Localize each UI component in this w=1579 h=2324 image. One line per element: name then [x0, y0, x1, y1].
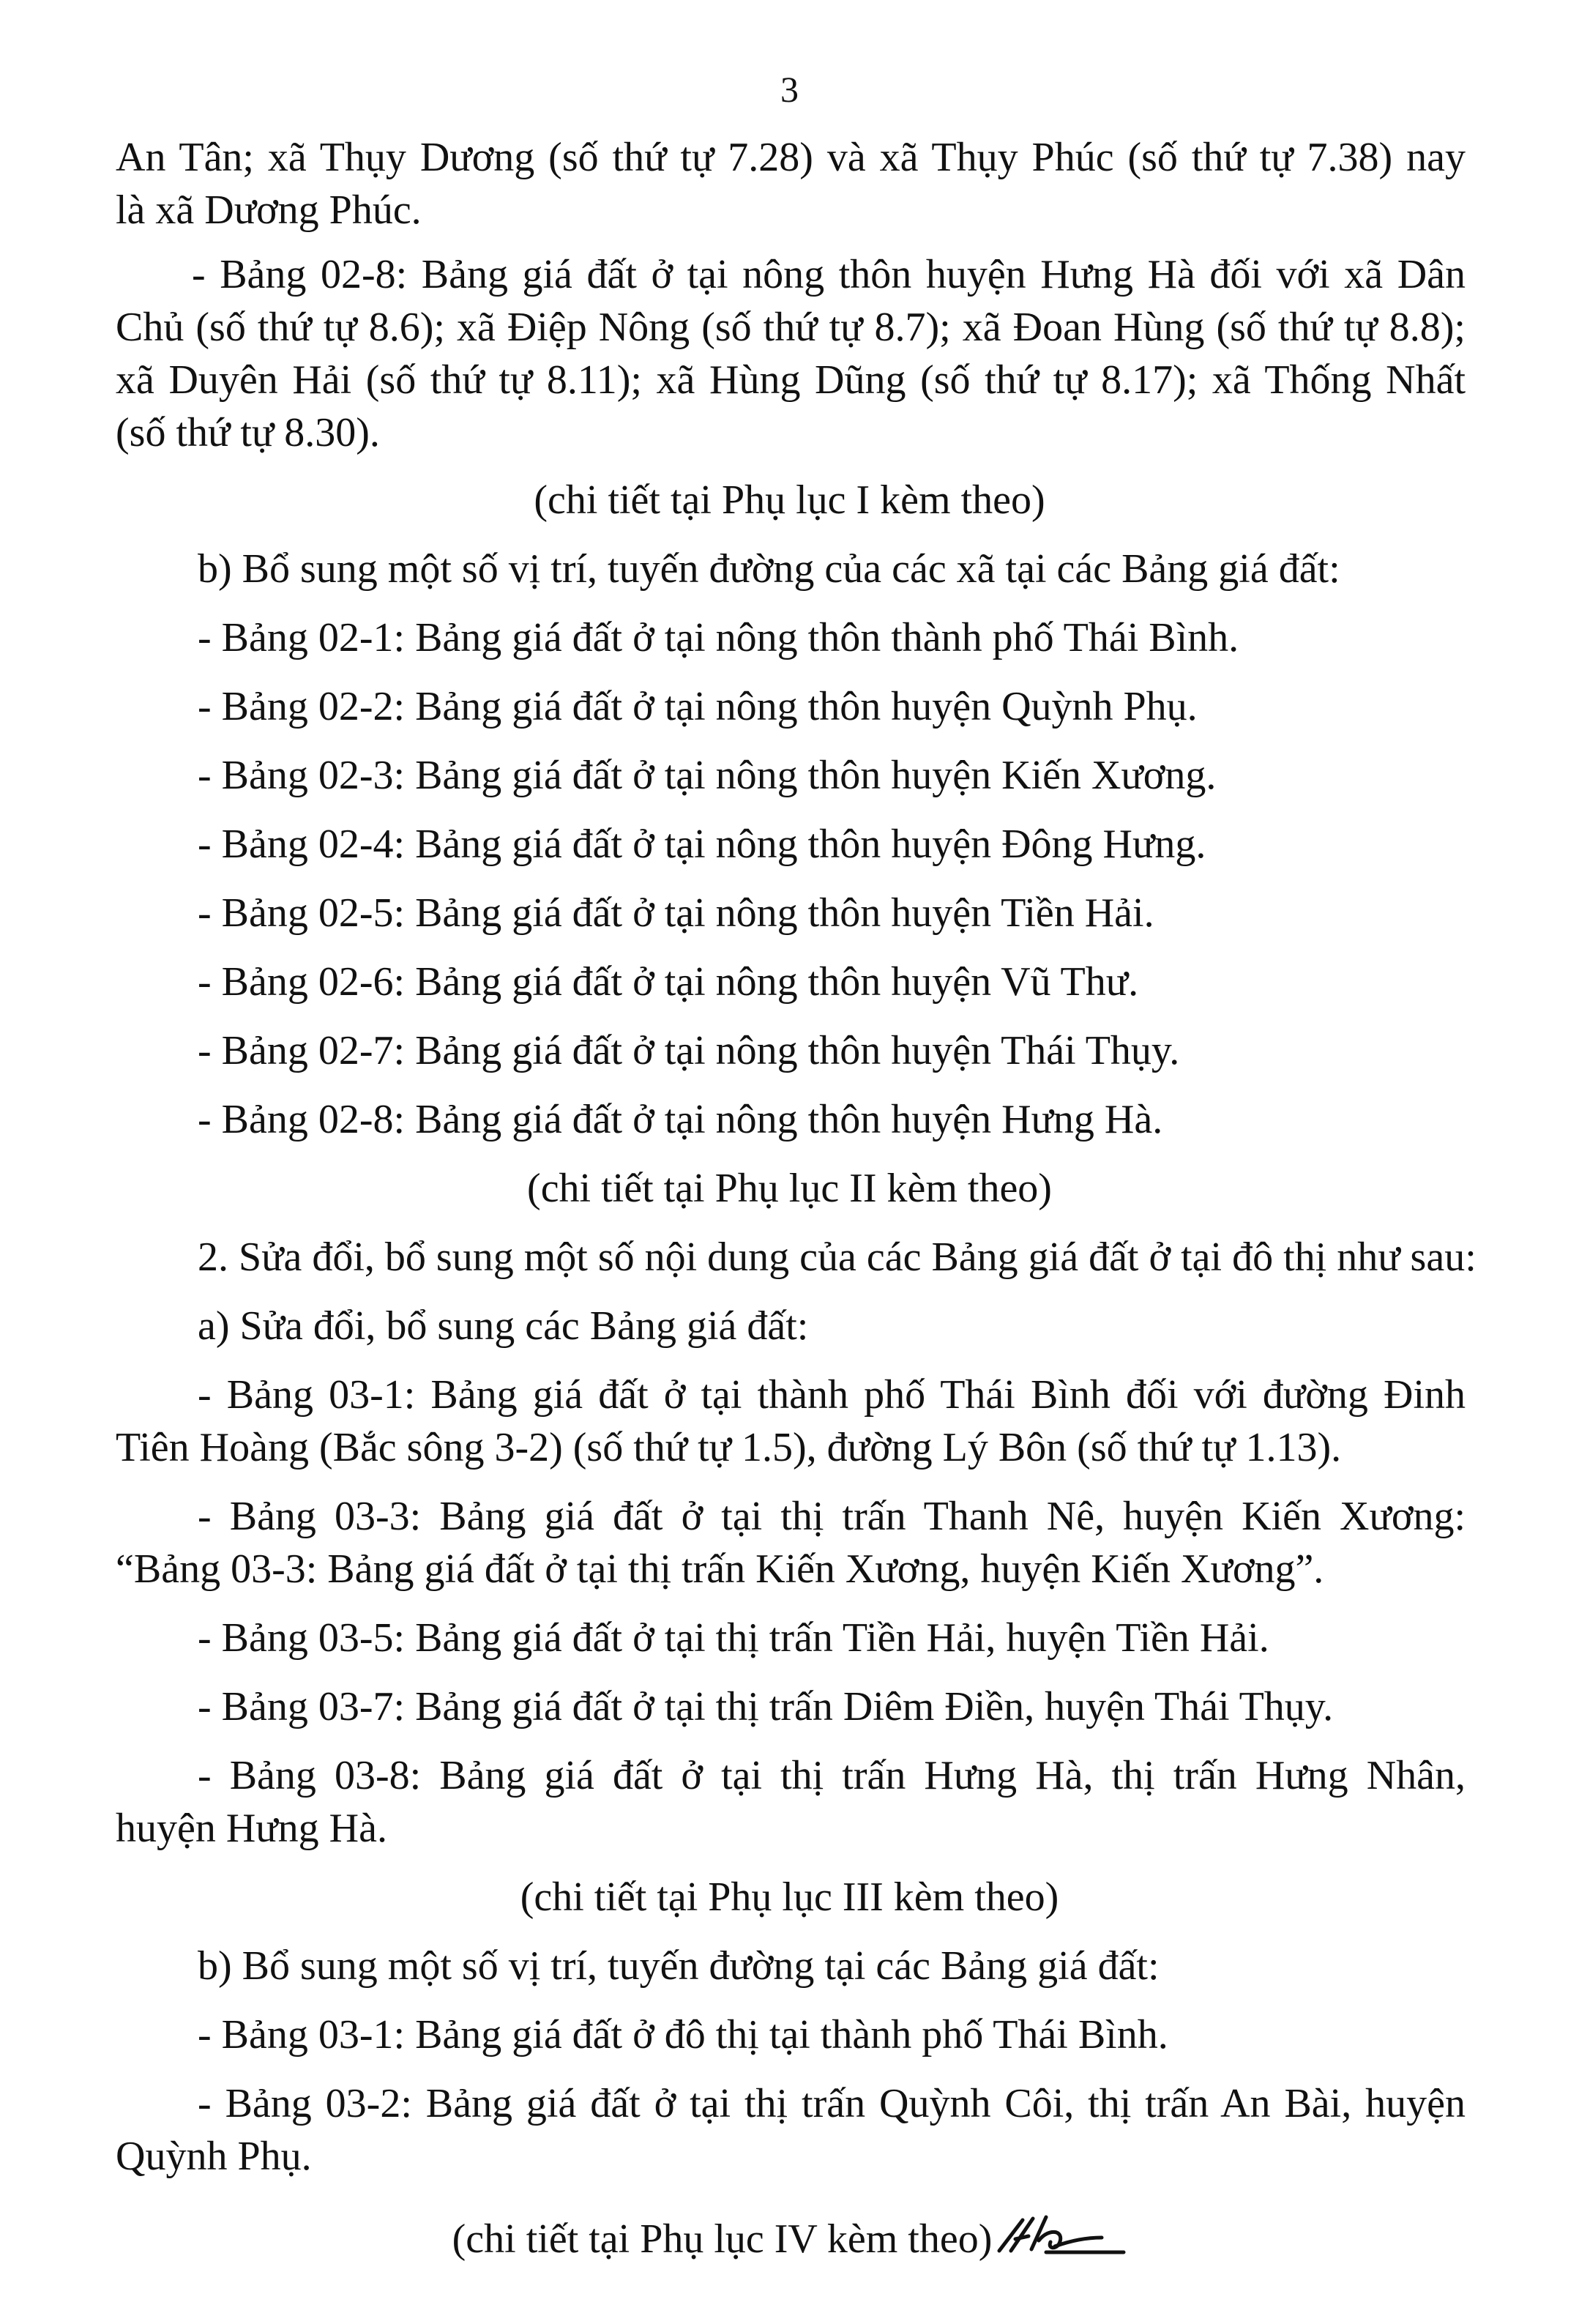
list-item: - Bảng 02-3: Bảng giá đất ở tại nông thôn huyện Kiến Xương. — [198, 753, 1217, 798]
list-item: - Bảng 03-5: Bảng giá đất ở tại thị trấn Tiền Hải, huyện Tiền Hải. — [198, 1615, 1269, 1661]
paragraph-line: xã Duyên Hải (số thứ tự 8.11); xã Hùng Dũng (số thứ tự 8.17); xã Thống Nhất — [116, 357, 1466, 403]
paragraph-line: b) Bổ sung một số vị trí, tuyến đường tại các Bảng giá đất: — [198, 1943, 1160, 1989]
paragraph-line: - Bảng 03-8: Bảng giá đất ở tại thị trấn Hưng Hà, thị trấn Hưng Nhân, — [198, 1753, 1466, 1798]
list-item: - Bảng 02-2: Bảng giá đất ở tại nông thôn huyện Quỳnh Phụ. — [198, 684, 1198, 729]
paragraph-line: a) Sửa đổi, bổ sung các Bảng giá đất: — [198, 1303, 809, 1349]
paragraph-line: Quỳnh Phụ. — [116, 2134, 312, 2179]
appendix-reference: (chi tiết tại Phụ lục III kèm theo) — [520, 1874, 1059, 1920]
list-item: - Bảng 03-7: Bảng giá đất ở tại thị trấn Diêm Điền, huyện Thái Thụy. — [198, 1684, 1334, 1729]
list-item: - Bảng 02-8: Bảng giá đất ở tại nông thôn huyện Hưng Hà. — [198, 1097, 1163, 1142]
paragraph-line: Tiên Hoàng (Bắc sông 3-2) (số thứ tự 1.5), đường Lý Bôn (số thứ tự 1.13). — [116, 1425, 1342, 1470]
list-item: - Bảng 02-7: Bảng giá đất ở tại nông thôn huyện Thái Thụy. — [198, 1028, 1180, 1073]
list-item: - Bảng 02-4: Bảng giá đất ở tại nông thôn huyện Đông Hưng. — [198, 822, 1206, 867]
list-item: - Bảng 03-1: Bảng giá đất ở đô thị tại thành phố Thái Bình. — [198, 2012, 1168, 2057]
paragraph-line: - Bảng 03-1: Bảng giá đất ở tại thành phố Thái Bình đối với đường Đinh — [198, 1372, 1466, 1418]
list-item: - Bảng 02-6: Bảng giá đất ở tại nông thôn huyện Vũ Thư. — [198, 959, 1139, 1005]
paragraph-line: huyện Hưng Hà. — [116, 1806, 387, 1851]
appendix-reference: (chi tiết tại Phụ lục I kèm theo) — [534, 477, 1045, 523]
paragraph-line: - Bảng 03-2: Bảng giá đất ở tại thị trấn Quỳnh Côi, thị trấn An Bài, huyện — [198, 2081, 1466, 2126]
paragraph-line: “Bảng 03-3: Bảng giá đất ở tại thị trấn Kiến Xương, huyện Kiến Xương”. — [116, 1546, 1324, 1592]
list-item: - Bảng 02-1: Bảng giá đất ở tại nông thôn thành phố Thái Bình. — [198, 615, 1239, 660]
paragraph-line: - Bảng 03-3: Bảng giá đất ở tại thị trấn Thanh Nê, huyện Kiến Xương: — [198, 1494, 1466, 1539]
appendix-reference: (chi tiết tại Phụ lục II kèm theo) — [527, 1166, 1052, 1211]
page-number: 3 — [780, 69, 799, 110]
initials-signature-icon — [995, 2211, 1127, 2257]
list-item: - Bảng 02-5: Bảng giá đất ở tại nông thôn huyện Tiền Hải. — [198, 890, 1154, 936]
appendix-reference-with-initials — [0, 2211, 1579, 2265]
paragraph-line: Chủ (số thứ tự 8.6); xã Điệp Nông (số thứ tự 8.7); xã Đoan Hùng (số thứ tự 8.8); — [116, 305, 1466, 350]
paragraph-line: 2. Sửa đổi, bổ sung một số nội dung của các Bảng giá đất ở tại đô thị như sau: — [198, 1234, 1477, 1280]
paragraph-line: (số thứ tự 8.30). — [116, 410, 380, 455]
paragraph-line: là xã Dương Phúc. — [116, 187, 422, 233]
paragraph-line: b) Bổ sung một số vị trí, tuyến đường của các xã tại các Bảng giá đất: — [198, 546, 1340, 592]
appendix-reference-text: (chi tiết tại Phụ lục IV kèm theo) — [452, 2216, 993, 2262]
paragraph-line: An Tân; xã Thụy Dương (số thứ tự 7.28) và xã Thụy Phúc (số thứ tự 7.38) nay — [116, 135, 1466, 180]
paragraph-line: - Bảng 02-8: Bảng giá đất ở tại nông thôn huyện Hưng Hà đối với xã Dân — [192, 252, 1466, 297]
